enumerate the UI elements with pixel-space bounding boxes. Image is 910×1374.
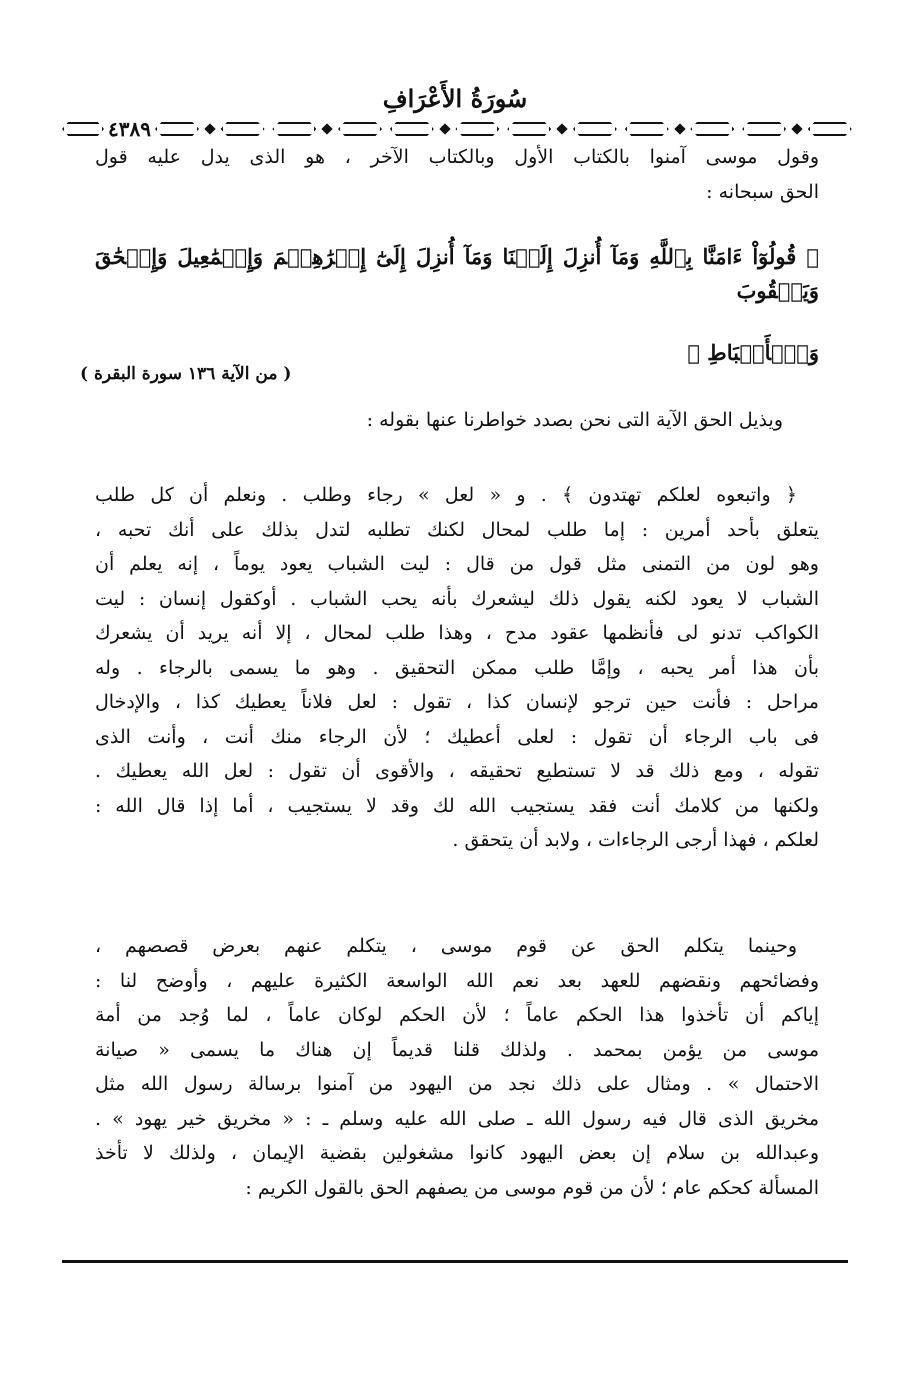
text-line: وعبدالله بن سلام إن بعض اليهود كانوا مشغولين بقضية الإيمان ، ولذلك لا تأخذ (95, 1142, 819, 1164)
paragraph-1 (95, 140, 819, 209)
ornament-link (155, 122, 199, 136)
text-line: وفضائحهم ونقضهم للعهد بعد نعم الله الواسعة الكثيرة عليهم ، وأوضح لنا : (95, 969, 819, 992)
ornament-link (62, 122, 104, 136)
text-line: وهو لون من التمنى مثل قول من قال : ليت الشباب يعود يوماً ، إنه يعلم أن (95, 553, 819, 575)
ornament-link (272, 122, 316, 136)
ornament-diamond (674, 123, 685, 134)
header-ornament-border (62, 118, 852, 140)
ornament-link (338, 122, 382, 136)
surah-title: سُورَةُ الأَعْرَافِ (382, 84, 528, 113)
ornament-link (742, 122, 786, 136)
text-line: الاحتمال » . ومثال على ذلك نجد من اليهود من آمنوا برسالة رسول الله مثل (95, 1073, 819, 1095)
text-line: لعلكم ، فهذا أرجى الرجاءات ، ولابد أن يتحقق . (452, 829, 819, 851)
ornament-link (221, 122, 265, 136)
ornament-link (573, 122, 617, 136)
paragraph-2 (95, 478, 819, 858)
ornament-link (507, 122, 551, 136)
ornament-chain (155, 122, 852, 136)
ornament-link (808, 122, 852, 136)
text-line: مخريق الذى قال فيه رسول الله ـ صلى الله عليه وسلم ـ : « مخريق خير يهود » . (95, 1107, 819, 1130)
text-line: ﴿ واتبعوه لعلكم تهتدون ﴾ . و « لعل » رجاء وطلب . ونعلم أن كل طلب (95, 484, 797, 506)
page-number: ٤٣٨٩ (108, 117, 151, 141)
text-line: الكواكب تدنو لى فأنظمها عقود مدح ، وهذا طلب لمحال ، إلا أنه يريد أن يشعرك (95, 622, 819, 644)
footer-rule (62, 1260, 848, 1263)
ornament-diamond (204, 123, 215, 134)
ornament-diamond (439, 123, 450, 134)
text-line: المسألة كحكم عام ؛ لأن من قوم موسى من يصفهم الحق بالقول الكريم : (245, 1176, 819, 1199)
text-line: مراحل : فأنت حين ترجو لإنسان كذا ، تقول : لعل فلاناً يعطيك كذا ، والإدخال (95, 691, 819, 713)
ornament-diamond (322, 123, 333, 134)
text-line: وحينما يتكلم الحق عن قوم موسى ، يتكلم عنهم بعرض قصصهم ، (95, 935, 797, 957)
text-line: ولكنها من كلامك أنت فقد يستجيب الله لك وقد لا يستجيب ، أما إذا قال الله : (95, 794, 819, 817)
text-line: الحق سبحانه : (706, 180, 819, 203)
text-line: موسى من يؤمن بمحمد . ولذلك قلنا قديماً إن هناك ما يسمى « صيانة (95, 1038, 819, 1061)
text-line: بأن هذا أمر يحبه ، وإمَّا طلب ممكن التحقيق . وهو ما يسمى بالرجاء . وله (95, 656, 819, 679)
ornament-link (690, 122, 734, 136)
quran-verse (95, 240, 819, 370)
ornament-link (625, 122, 669, 136)
text-line: تقوله ، ومع ذلك قد لا تستطيع تحقيقه ، والأقوى أن تقول : لعل الله يعطيك . (95, 760, 819, 782)
text-line: الشباب لا يعود لكنه يقول ذلك ليشعرك بأنه يحب الشباب . أوكقول إنسان : ليت (95, 587, 819, 610)
ornament-diamond (791, 123, 802, 134)
verse-line: وَٱلۡأَسۡبَاطِ ﴾ (687, 340, 819, 365)
ornament-link (455, 122, 499, 136)
text-line: وقول موسى آمنوا بالكتاب الأول وبالكتاب الآخر ، هو الذى يدل عليه قول (95, 146, 819, 168)
verse-line: ﴿ قُولُوٓاْ ءَامَنَّا بِٱللَّهِ وَمَآ أُنزِلَ إِلَيۡنَا وَمَآ أُنزِلَ إِلَىٰٓ إِبۡرَٰهِـۧمَ وَإِسۡمَٰعِيلَ وَإِسۡحَٰقَ وَيَعۡقُوبَ (95, 244, 819, 303)
verse-citation: ( من الآية ١٣٦ سورة البقرة ) (80, 364, 292, 384)
ornament-diamond (556, 123, 567, 134)
intro-paragraph (95, 403, 819, 438)
text-line: يتعلق بأحد أمرين : إما طلب لمحال لكنك تطلبه لتدل بذلك على أنك تحبه ، (95, 518, 819, 541)
paragraph-3 (95, 929, 819, 1205)
text-line: إياكم أن تأخذوا هذا الحكم عاماً ؛ لأن الحكم لوكان عاماً ، لما وُجد من أمة (95, 1004, 819, 1026)
ornament-link (390, 122, 434, 136)
text-line: فى باب الرجاء أن تقول : لعلى أعطيك ؛ لأن الرجاء منك أنت ، وأنت الذى (95, 725, 819, 748)
text-line: ويذيل الحق الآية التى نحن بصدد خواطرنا عنها بقوله : (366, 409, 783, 431)
